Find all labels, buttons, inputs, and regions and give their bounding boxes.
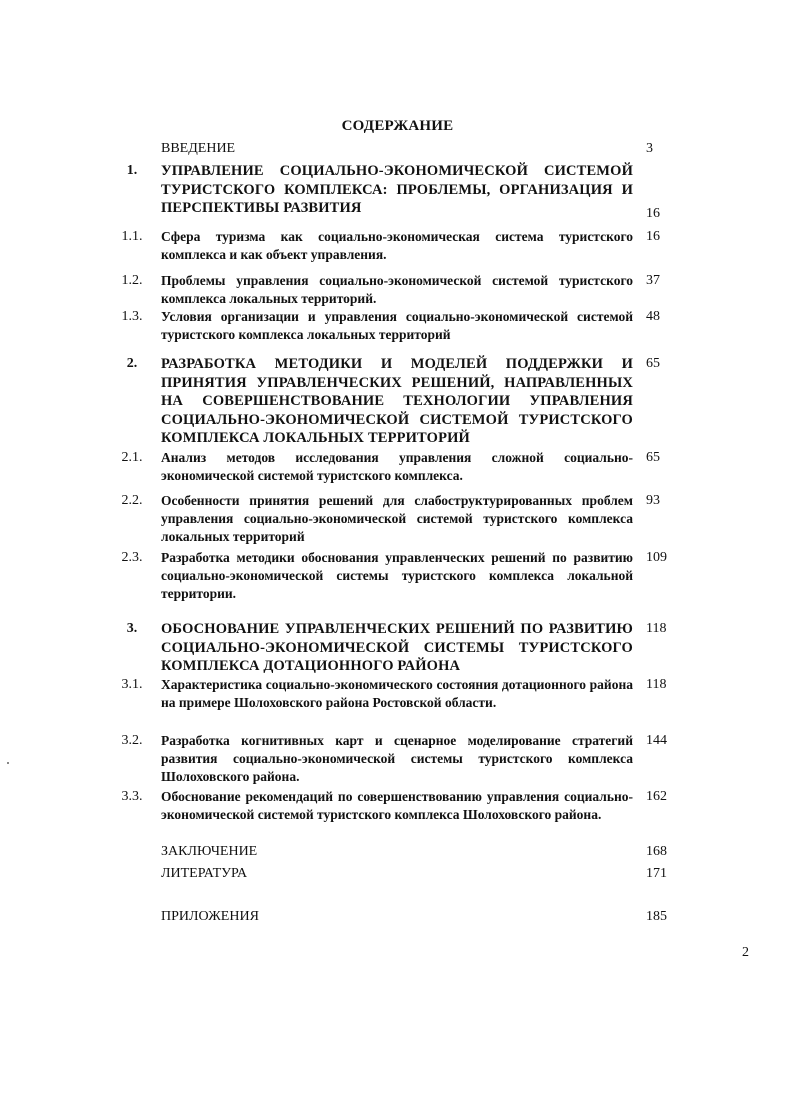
page-number: 2 (742, 945, 749, 960)
toc-entry-page: 48 (646, 309, 660, 324)
toc-entry-page: 118 (646, 621, 667, 636)
toc-entry-text: Проблемы управления социально-экономической системой туристского комплекса локальных территорий. (161, 273, 633, 306)
page-title: СОДЕРЖАНИЕ (341, 118, 454, 134)
toc-entry-text: Особенности принятия решений для слабоструктурированных проблем управления социально-экономической системой туристского комплекса локальных территорий (161, 493, 633, 544)
toc-entry-number: 3.2. (121, 733, 143, 748)
toc-entry-page: 118 (646, 677, 667, 692)
toc-entry-text: РАЗРАБОТКА МЕТОДИКИ И МОДЕЛЕЙ ПОДДЕРЖКИ И ПРИНЯТИЯ УПРАВЛЕНЧЕСКИХ РЕШЕНИЙ, НАПРАВЛЕННЫХ НА СОВЕРШЕНСТВОВАНИЕ ТЕХНОЛОГИИ УПРАВЛЕНИЯ СОЦИАЛЬНО-ЭКОНОМИЧЕСКОЙ СИСТЕМОЙ ТУРИСТСКОГО КОМПЛЕКСА ЛОКАЛЬНЫХ ТЕРРИТОРИЙ (161, 356, 633, 446)
toc-entry-page: 93 (646, 493, 660, 508)
toc-entry-page: 162 (646, 789, 667, 804)
toc-entry-number: 1.2. (121, 273, 143, 288)
toc-entry-text: Анализ методов исследования управления сложной социально-экономической системой туристского комплекса. (161, 450, 633, 483)
toc-entry-number: 3.3. (121, 789, 143, 804)
toc-entry-page: 185 (646, 909, 667, 924)
toc-entry-text: ВВЕДЕНИЕ (161, 141, 236, 156)
toc-entry-page: 16 (646, 206, 660, 221)
toc-entry-page: 3 (646, 141, 653, 156)
toc-entry-text: Разработка когнитивных карт и сценарное моделирование стратегий развития социально-экономической системы туристского комплекса Шолоховского района. (161, 733, 633, 784)
toc-entry-number: 2. (126, 356, 138, 371)
scan-speck (7, 762, 9, 764)
toc-entry-text: Характеристика социально-экономического состояния дотационного района на примере Шолоховского района Ростовской области. (161, 677, 633, 710)
toc-entry-text: Разработка методики обоснования управленческих решений по развитию социально-экономической системы туристского комплекса локальной территории. (161, 550, 633, 601)
toc-entry-number: 3. (126, 621, 138, 636)
toc-entry-page: 109 (646, 550, 667, 565)
toc-entry-page: 171 (646, 866, 667, 881)
toc-entry-text: Обоснование рекомендаций по совершенствованию управления социально-экономической системой туристского комплекса Шолоховского района. (161, 789, 633, 822)
toc-entry-number: 3.1. (121, 677, 143, 692)
toc-entry-page: 37 (646, 273, 660, 288)
toc-entry-number: 2.1. (121, 450, 143, 465)
toc-entry-page: 168 (646, 844, 667, 859)
toc-entry-text: Условия организации и управления социально-экономической системой туристского комплекса локальных территорий (161, 309, 633, 342)
toc-entry-text: ЗАКЛЮЧЕНИЕ (161, 844, 258, 859)
toc-entry-text: ПРИЛОЖЕНИЯ (161, 909, 259, 924)
toc-entry-page: 144 (646, 733, 667, 748)
toc-entry-text: Сфера туризма как социально-экономическая система туристского комплекса и как объект управления. (161, 229, 633, 262)
toc-entry-number: 1.1. (121, 229, 143, 244)
toc-entry-page: 65 (646, 356, 660, 371)
toc-entry-number: 2.2. (121, 493, 143, 508)
toc-entry-page: 65 (646, 450, 660, 465)
toc-entry-text: ОБОСНОВАНИЕ УПРАВЛЕНЧЕСКИХ РЕШЕНИЙ ПО РАЗВИТИЮ СОЦИАЛЬНО-ЭКОНОМИЧЕСКОЙ СИСТЕМЫ ТУРИСТСКОГО КОМПЛЕКСА ДОТАЦИОННОГО РАЙОНА (161, 621, 633, 674)
toc-entry-number: 2.3. (121, 550, 143, 565)
toc-entry-text: УПРАВЛЕНИЕ СОЦИАЛЬНО-ЭКОНОМИЧЕСКОЙ СИСТЕМОЙ ТУРИСТСКОГО КОМПЛЕКСА: ПРОБЛЕМЫ, ОРГАНИЗАЦИЯ И ПЕРСПЕКТИВЫ РАЗВИТИЯ (161, 163, 633, 216)
toc-entry-page: 16 (646, 229, 660, 244)
toc-entry-number: 1.3. (121, 309, 143, 324)
toc-entry-text: ЛИТЕРАТУРА (161, 866, 248, 881)
toc-entry-number: 1. (126, 163, 138, 178)
